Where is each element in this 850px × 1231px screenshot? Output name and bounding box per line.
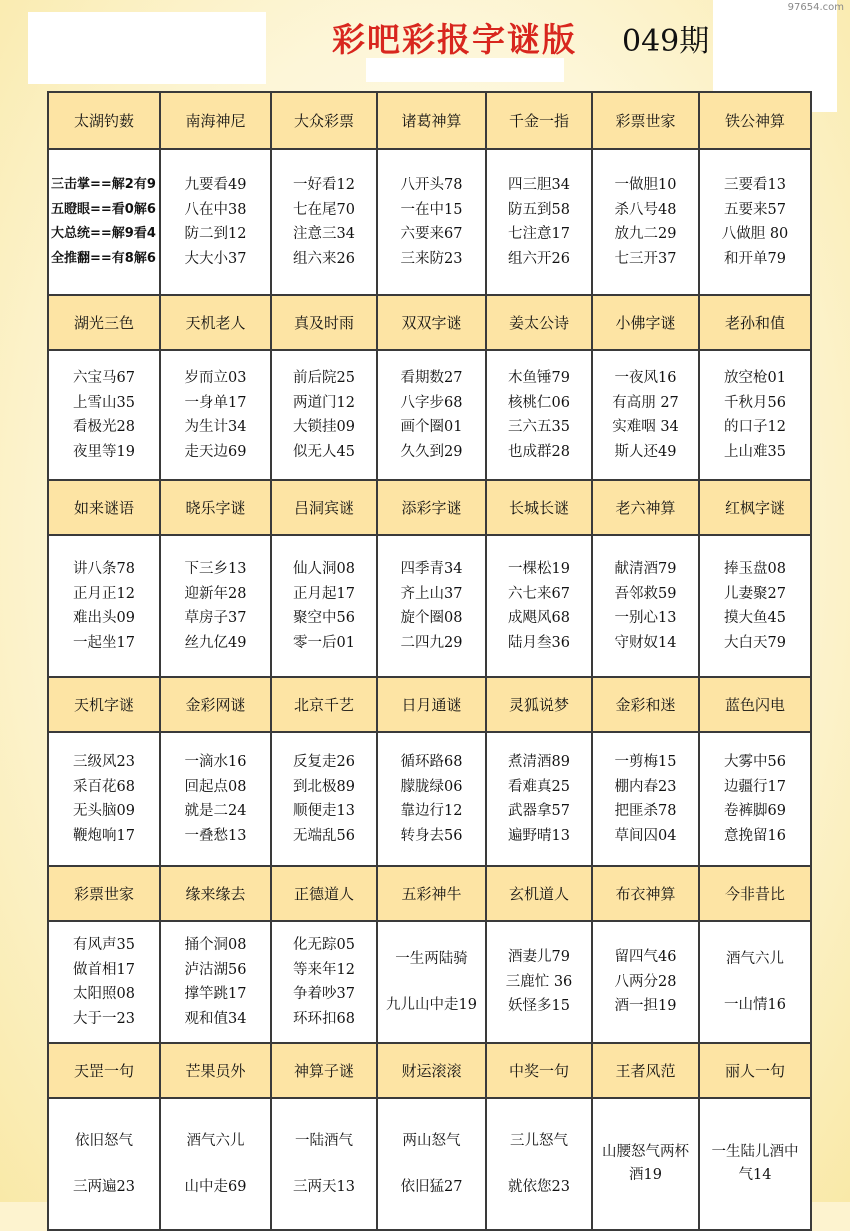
riddle-line: 吾邻救59: [614, 585, 677, 602]
column-name-cell: 长城长谜: [486, 480, 592, 535]
column-name-cell: 如来谜语: [48, 480, 160, 535]
riddle-table: [47, 91, 812, 1231]
riddle-lines: [49, 933, 159, 1031]
riddle-cell: [592, 732, 699, 866]
riddle-line: 无端乱56: [293, 827, 355, 844]
riddle-line: 看期数27: [400, 370, 463, 386]
section-header-row: [48, 1043, 811, 1098]
column-name-cell: 老孙和值: [699, 295, 811, 350]
column-name-cell: 添彩字谜: [377, 480, 486, 535]
riddle-line: 夜里等19: [73, 443, 135, 460]
riddle-cell: [699, 1098, 811, 1230]
column-name-cell: 彩票世家: [592, 92, 699, 149]
riddle-line: 捧玉盘08: [724, 561, 786, 577]
column-name-cell: 南海神尼: [160, 92, 271, 149]
column-name-cell: 缘来缘去: [160, 866, 271, 921]
riddle-lines: [161, 557, 270, 655]
column-name-cell: 中奖一句: [486, 1043, 592, 1098]
riddle-line: 六七来67: [508, 585, 570, 602]
riddle-line: 四季青34: [400, 561, 463, 577]
riddle-line: 木鱼锤79: [508, 370, 570, 386]
riddle-line: 全推翻==有8解6: [51, 250, 156, 266]
riddle-line: 陆月叁36: [508, 634, 570, 651]
column-name-cell: 天机字谜: [48, 677, 160, 732]
riddle-line: 一起坐17: [73, 634, 135, 651]
column-name-cell: 芒果员外: [160, 1043, 271, 1098]
riddle-lines: [272, 1129, 376, 1199]
riddle-cell: [160, 1098, 271, 1230]
riddle-cell: [699, 732, 811, 866]
riddle-lines: [487, 366, 591, 464]
riddle-line: 反复走26: [293, 754, 355, 770]
riddle-lines: [378, 366, 485, 464]
riddle-lines: [487, 750, 591, 848]
section-body-row: [48, 535, 811, 677]
riddle-line: 守财奴14: [614, 634, 677, 651]
section-header-row: [48, 295, 811, 350]
riddle-cell: [377, 1098, 486, 1230]
riddle-line: 放空枪01: [724, 370, 786, 386]
riddle-line: 妖怪多15: [508, 998, 570, 1015]
column-name-cell: 千金一指: [486, 92, 592, 149]
riddle-line: 三来防23: [400, 250, 463, 267]
riddle-line: 讲八条78: [73, 561, 135, 577]
riddle-line: 边疆行17: [724, 778, 786, 795]
riddle-cell: [377, 732, 486, 866]
riddle-line: 山中走69: [184, 1178, 247, 1195]
riddle-lines: [378, 557, 485, 655]
riddle-lines: [161, 750, 270, 848]
riddle-line: 似无人45: [293, 443, 355, 460]
riddle-line: 两山怒气: [402, 1133, 461, 1149]
riddle-cell: [377, 921, 486, 1043]
riddle-cell: [48, 149, 160, 295]
riddle-lines: [700, 557, 810, 655]
riddle-line: 无头脑09: [73, 803, 135, 819]
page-title: 彩吧彩报字谜版: [332, 20, 577, 59]
riddle-line: 五要来57: [724, 201, 786, 218]
column-name-cell: 晓乐字谜: [160, 480, 271, 535]
riddle-lines: [700, 366, 810, 464]
riddle-lines: [161, 933, 270, 1031]
column-name-cell: 布衣神算: [592, 866, 699, 921]
riddle-line: 山腰怒气两杯酒19: [602, 1144, 689, 1183]
riddle-line: 依旧猛27: [400, 1178, 463, 1195]
riddle-cell: [160, 921, 271, 1043]
riddle-line: 三击掌==解2有9: [51, 177, 156, 192]
riddle-line: 酒妻儿79: [508, 949, 570, 966]
riddle-line: 一陆酒气: [295, 1133, 353, 1149]
riddle-line: 就是二24: [184, 803, 247, 819]
riddle-lines: [487, 945, 591, 1019]
column-name-cell: 诸葛神算: [377, 92, 486, 149]
column-name-cell: 金彩和迷: [592, 677, 699, 732]
riddle-cell: [271, 1098, 377, 1230]
riddle-cell: [271, 732, 377, 866]
column-name-cell: 大众彩票: [271, 92, 377, 149]
riddle-line: 看难真25: [508, 778, 570, 795]
riddle-line: 酒一担19: [614, 998, 677, 1015]
riddle-line: 儿妻聚27: [724, 585, 786, 602]
riddle-line: 也成群28: [508, 443, 570, 460]
riddle-cell: [377, 350, 486, 480]
riddle-line: 大锁挂09: [293, 419, 355, 435]
section-header-row: [48, 677, 811, 732]
riddle-cell: [48, 732, 160, 866]
riddle-line: 八字步68: [400, 394, 463, 411]
riddle-line: 四三胆34: [508, 177, 570, 193]
riddle-line: 依旧怒气: [75, 1133, 133, 1149]
redaction-box-middle: [366, 58, 564, 82]
riddle-line: 旋个圈08: [400, 610, 463, 626]
riddle-line: 六宝马67: [73, 370, 135, 386]
section-body-row: [48, 1098, 811, 1230]
riddle-cell: [160, 350, 271, 480]
column-name-cell: 北京千艺: [271, 677, 377, 732]
riddle-line: 武器拿57: [508, 803, 570, 819]
riddle-lines: [272, 366, 376, 464]
riddle-line: 太阳照08: [73, 986, 135, 1002]
riddle-lines: [49, 1129, 159, 1199]
riddle-cell: [699, 921, 811, 1043]
riddle-cell: [592, 1098, 699, 1230]
riddle-line: 意挽留16: [724, 827, 786, 844]
riddle-line: 留四气46: [614, 949, 677, 966]
riddle-line: 前后院25: [293, 370, 355, 386]
riddle-lines: [700, 1141, 810, 1187]
riddle-line: 撑竿跳17: [184, 986, 247, 1002]
riddle-lines: [378, 947, 485, 1017]
riddle-line: 齐上山37: [400, 585, 463, 602]
riddle-cell: [377, 149, 486, 295]
riddle-cell: [160, 149, 271, 295]
riddle-lines: [487, 173, 591, 271]
riddle-lines: [49, 750, 159, 848]
section-body-row: [48, 921, 811, 1043]
riddle-line: 一生两陆骑: [395, 951, 468, 967]
riddle-line: 采百花68: [73, 778, 135, 795]
issue-number: 049期: [622, 24, 710, 59]
riddle-line: 八两分28: [614, 973, 677, 990]
riddle-line: 一棵松19: [508, 561, 570, 577]
riddle-line: 放九二29: [614, 226, 677, 242]
riddle-line: 八开头78: [400, 177, 463, 193]
section-body-row: [48, 350, 811, 480]
riddle-cell: [160, 732, 271, 866]
riddle-line: 注意三34: [293, 226, 355, 242]
column-name-cell: 蓝色闪电: [699, 677, 811, 732]
riddle-line: 七三开37: [614, 250, 677, 267]
riddle-line: 一剪梅15: [614, 754, 677, 770]
riddle-line: 大于一23: [73, 1010, 135, 1027]
riddle-line: 观和值34: [184, 1010, 247, 1027]
redaction-box-left: [28, 12, 266, 84]
riddle-line: 转身去56: [400, 827, 463, 844]
column-name-cell: 天罡一句: [48, 1043, 160, 1098]
column-name-cell: 红枫字谜: [699, 480, 811, 535]
riddle-cell: [271, 921, 377, 1043]
riddle-lines: [700, 750, 810, 848]
riddle-line: 迎新年28: [184, 585, 247, 602]
riddle-lines: [378, 750, 485, 848]
riddle-line: 防二到12: [184, 226, 247, 242]
riddle-line: 下三乡13: [184, 561, 247, 577]
riddle-line: 捅个洞08: [184, 937, 247, 953]
column-name-cell: 金彩网谜: [160, 677, 271, 732]
riddle-line: 三级风23: [73, 754, 135, 770]
riddle-lines: [378, 173, 485, 271]
riddle-line: 草间囚04: [614, 827, 677, 844]
section-header-row: [48, 480, 811, 535]
riddle-lines: [161, 366, 270, 464]
riddle-lines: [593, 945, 698, 1019]
riddle-line: 到北极89: [293, 778, 355, 795]
riddle-line: 一夜风16: [614, 370, 677, 386]
riddle-line: 防五到58: [508, 201, 570, 218]
riddle-line: 走天边69: [184, 443, 247, 460]
riddle-line: 摸大鱼45: [724, 610, 786, 626]
riddle-lines: [49, 557, 159, 655]
riddle-line: 七在尾70: [293, 201, 355, 218]
column-name-cell: 日月通谜: [377, 677, 486, 732]
riddle-line: 杀八号48: [614, 201, 677, 218]
riddle-line: 八在中38: [184, 201, 247, 218]
riddle-line: 一生陆儿酒中气14: [711, 1144, 799, 1183]
riddle-lines: [49, 366, 159, 464]
section-body-row: [48, 732, 811, 866]
riddle-lines: [487, 1129, 591, 1199]
riddle-line: 两道门12: [293, 394, 355, 411]
riddle-cell: [699, 535, 811, 677]
riddle-line: 六要来67: [400, 226, 463, 242]
section-header-row: [48, 92, 811, 149]
riddle-cell: [486, 732, 592, 866]
riddle-line: 上雪山35: [73, 394, 135, 411]
riddle-line: 实难咽 34: [612, 419, 679, 435]
column-name-cell: 今非昔比: [699, 866, 811, 921]
section-header-row: [48, 866, 811, 921]
riddle-line: 鞭炮响17: [73, 827, 135, 844]
riddle-cell: [271, 149, 377, 295]
riddle-line: 酒气六儿: [186, 1133, 245, 1149]
riddle-line: 献清酒79: [614, 561, 677, 577]
riddle-lines: [272, 173, 376, 271]
riddle-cell: [486, 535, 592, 677]
riddle-line: 大白天79: [724, 634, 786, 651]
riddle-line: 三鹿忙 36: [505, 973, 573, 990]
riddle-line: 八做胆 80: [721, 226, 789, 242]
column-name-cell: 铁公神算: [699, 92, 811, 149]
riddle-cell: [48, 350, 160, 480]
riddle-lines: [161, 1129, 270, 1199]
riddle-line: 等来年12: [293, 961, 355, 978]
riddle-line: 泸沽湖56: [184, 961, 247, 978]
riddle-cell: [160, 535, 271, 677]
riddle-line: 大总统==解9看4: [51, 226, 156, 241]
riddle-line: 七注意17: [508, 226, 570, 242]
column-name-cell: 五彩神牛: [377, 866, 486, 921]
riddle-line: 棚内春23: [614, 778, 677, 795]
riddle-line: 有高朋 27: [612, 394, 679, 411]
riddle-cell: [48, 535, 160, 677]
riddle-line: 九要看49: [184, 177, 247, 193]
riddle-line: 五瞪眼==看0解6: [51, 201, 156, 217]
riddle-cell: [486, 350, 592, 480]
riddle-line: 一好看12: [293, 177, 355, 193]
riddle-cell: [486, 149, 592, 295]
riddle-line: 核桃仁06: [508, 394, 570, 411]
site-watermark: 97654.com: [787, 2, 844, 13]
column-name-cell: 湖光三色: [48, 295, 160, 350]
riddle-line: 上山难35: [724, 443, 786, 460]
riddle-line: 靠边行12: [400, 803, 463, 819]
column-name-cell: 老六神算: [592, 480, 699, 535]
riddle-line: 岁而立03: [184, 370, 247, 386]
riddle-lines: [378, 1129, 485, 1199]
column-name-cell: 正德道人: [271, 866, 377, 921]
riddle-line: 就依您23: [508, 1178, 570, 1195]
riddle-cell: [271, 350, 377, 480]
riddle-line: 争着吵37: [293, 986, 355, 1002]
riddle-line: 的口子12: [724, 419, 786, 435]
riddle-line: 一做胆10: [614, 177, 677, 193]
riddle-line: 零一后01: [293, 634, 355, 651]
riddle-line: 顺便走13: [293, 803, 355, 819]
riddle-line: 三两天13: [293, 1178, 355, 1195]
riddle-line: 画个圈01: [400, 419, 463, 435]
riddle-line: 聚空中56: [293, 610, 355, 626]
riddle-line: 九儿山中走19: [386, 996, 477, 1013]
riddle-cell: [699, 350, 811, 480]
riddle-line: 大大小37: [184, 250, 247, 267]
riddle-line: 仙人洞08: [293, 561, 355, 577]
section-body-row: [48, 149, 811, 295]
riddle-line: 斯人还49: [614, 443, 677, 460]
column-name-cell: 玄机道人: [486, 866, 592, 921]
riddle-lines: [272, 750, 376, 848]
column-name-cell: 财运滚滚: [377, 1043, 486, 1098]
riddle-line: 久久到29: [400, 443, 463, 460]
riddle-cell: [592, 350, 699, 480]
riddle-line: 成飓风68: [508, 610, 570, 626]
riddle-line: 大雾中56: [724, 754, 786, 770]
riddle-line: 难出头09: [73, 610, 135, 626]
riddle-cell: [592, 149, 699, 295]
riddle-line: 做首相17: [73, 961, 135, 978]
column-name-cell: 吕洞宾谜: [271, 480, 377, 535]
riddle-line: 环环扣68: [293, 1010, 355, 1027]
riddle-line: 三六五35: [508, 419, 570, 435]
riddle-lines: [487, 557, 591, 655]
riddle-line: 一在中15: [400, 201, 463, 218]
column-name-cell: 神算子谜: [271, 1043, 377, 1098]
column-name-cell: 姜太公诗: [486, 295, 592, 350]
riddle-cell: [271, 535, 377, 677]
riddle-line: 为生计34: [184, 419, 247, 435]
riddle-line: 千秋月56: [724, 394, 786, 411]
column-name-cell: 天机老人: [160, 295, 271, 350]
riddle-line: 一山情16: [724, 996, 786, 1013]
riddle-lines: [593, 557, 698, 655]
column-name-cell: 王者风范: [592, 1043, 699, 1098]
riddle-line: 一身单17: [184, 394, 247, 411]
riddle-lines: [593, 173, 698, 271]
riddle-line: 把匪杀78: [614, 803, 677, 819]
riddle-line: 酒气六儿: [726, 951, 784, 967]
riddle-cell: [592, 535, 699, 677]
column-name-cell: 丽人一句: [699, 1043, 811, 1098]
riddle-line: 正月正12: [73, 585, 135, 602]
riddle-line: 煮清酒89: [508, 754, 570, 770]
riddle-line: 正月起17: [293, 585, 355, 602]
riddle-line: 遍野晴13: [508, 827, 570, 844]
column-name-cell: 灵狐说梦: [486, 677, 592, 732]
riddle-line: 组六来26: [293, 250, 355, 267]
riddle-lines: [593, 750, 698, 848]
riddle-line: 循环路68: [400, 754, 463, 770]
riddle-cell: [48, 921, 160, 1043]
riddle-lines: [593, 1141, 698, 1187]
column-name-cell: 真及时雨: [271, 295, 377, 350]
riddle-lines: [161, 173, 270, 271]
riddle-line: 有风声35: [73, 937, 135, 953]
riddle-lines: [700, 947, 810, 1017]
riddle-line: 三两遍23: [73, 1178, 135, 1195]
riddle-cell: [592, 921, 699, 1043]
riddle-line: 回起点08: [184, 778, 247, 795]
riddle-line: 三要看13: [724, 177, 786, 193]
riddle-line: 卷裤脚69: [724, 803, 786, 819]
column-name-cell: 太湖钓薮: [48, 92, 160, 149]
riddle-cell: [699, 149, 811, 295]
column-name-cell: 双双字谜: [377, 295, 486, 350]
riddle-line: 草房子37: [184, 610, 247, 626]
riddle-line: 朦胧绿06: [400, 778, 463, 795]
riddle-lines: [593, 366, 698, 464]
riddle-cell: [486, 1098, 592, 1230]
column-name-cell: 彩票世家: [48, 866, 160, 921]
riddle-line: 一叠愁13: [184, 827, 247, 844]
riddle-line: 和开单79: [724, 250, 786, 267]
riddle-line: 化无踪05: [293, 937, 355, 953]
riddle-cell: [377, 535, 486, 677]
riddle-lines: [49, 173, 159, 271]
riddle-line: 一别心13: [614, 610, 677, 626]
column-name-cell: 小佛字谜: [592, 295, 699, 350]
riddle-cell: [48, 1098, 160, 1230]
riddle-line: 三儿怒气: [510, 1133, 568, 1149]
riddle-line: 二四九29: [400, 634, 463, 651]
riddle-line: 丝九亿49: [184, 634, 247, 651]
riddle-line: 看极光28: [73, 419, 135, 435]
riddle-lines: [272, 557, 376, 655]
riddle-lines: [700, 173, 810, 271]
riddle-line: 一滴水16: [184, 754, 247, 770]
riddle-line: 组六开26: [508, 250, 570, 267]
riddle-lines: [272, 933, 376, 1031]
riddle-cell: [486, 921, 592, 1043]
